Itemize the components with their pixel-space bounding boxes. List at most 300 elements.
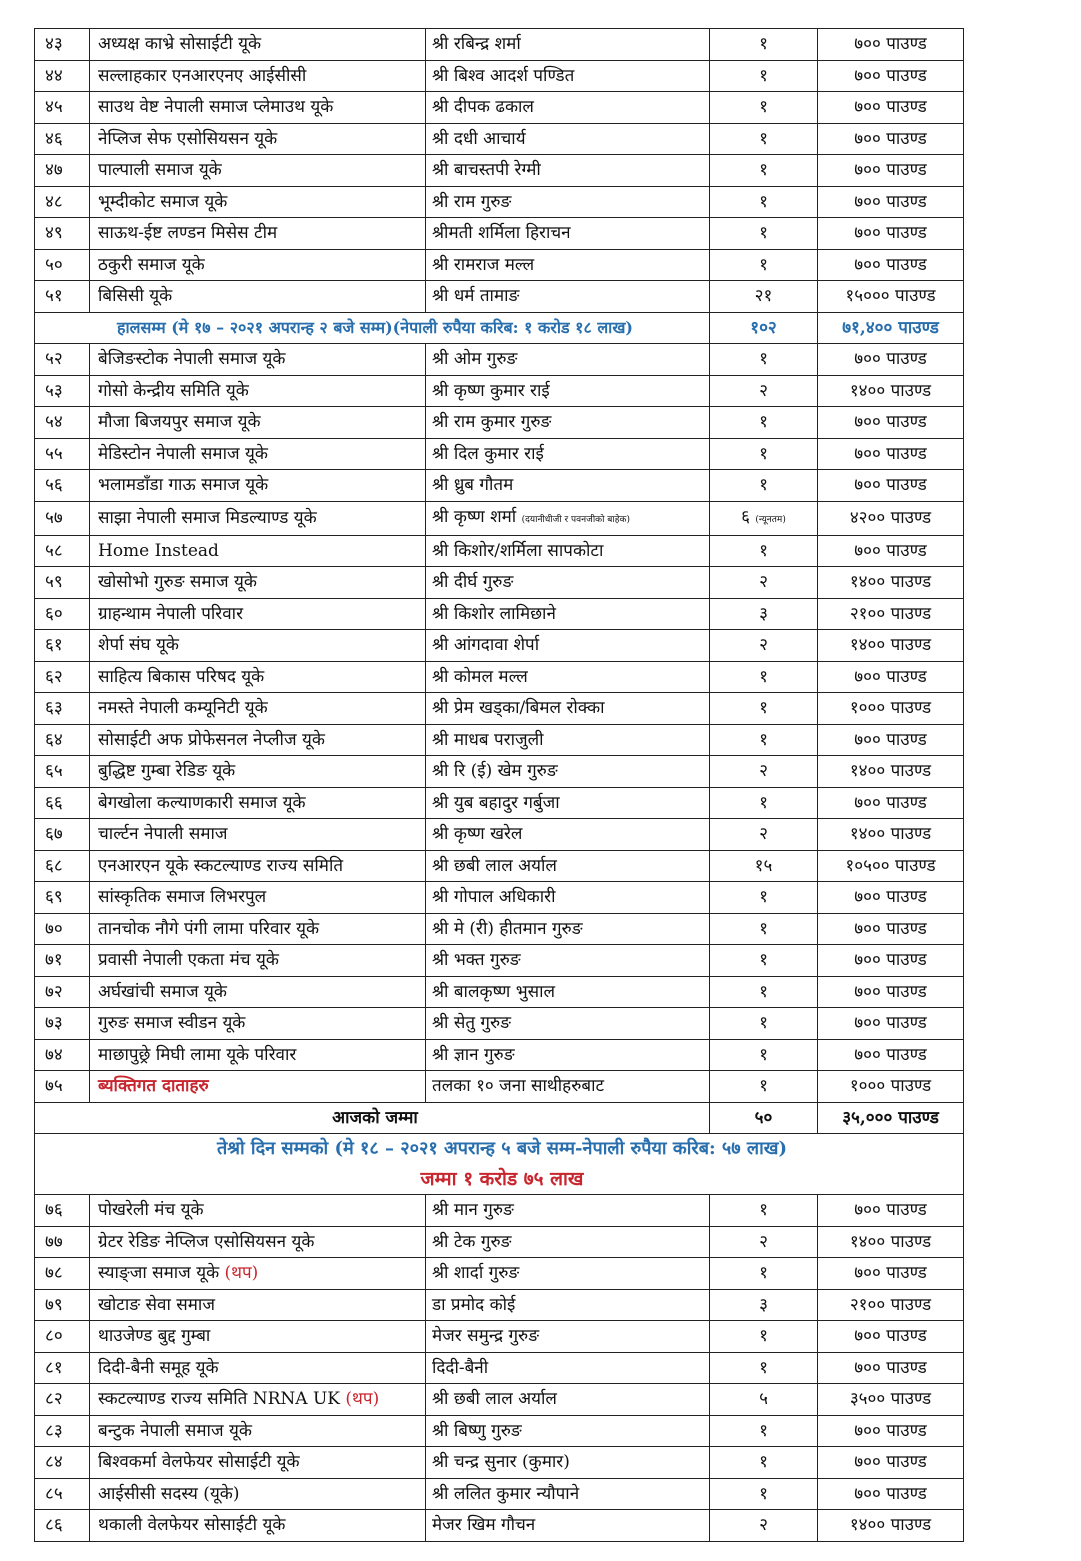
amount-cell: ७०० पाउण्ड [818,724,964,756]
contact-person-name: श्री आंगदावा शेर्पा [432,635,540,656]
organization-cell [90,598,426,630]
serial-number-cell: ५७ [35,501,90,535]
contact-person-name: श्रीमती शर्मिला हिराचन [432,223,571,244]
organization-name: बिश्वकर्मा वेलफेयर सोसाईटी यूके [98,1452,300,1473]
running-total-row [35,312,964,344]
contact-person-cell [426,60,710,92]
count-value: २ [759,1231,768,1252]
table-row [35,882,964,914]
count-value: १ [759,540,768,561]
table-row [35,60,964,92]
contact-person-cell [426,1039,710,1071]
serial-number-cell: ६१ [35,630,90,662]
organization-cell [90,1321,426,1353]
table-row [35,1289,964,1321]
amount-cell: ७०० पाउण्ड [818,1039,964,1071]
contact-person-name: दिदी-बैनी [432,1357,489,1378]
serial-number-cell: ४३ [35,29,90,61]
count-cell [710,249,818,281]
serial-number-cell: ५८ [35,535,90,567]
count-value: १ [759,666,768,687]
serial-number-cell: ४६ [35,123,90,155]
contact-person-cell [426,344,710,376]
table-row [35,501,964,535]
amount-cell: १४०० पाउण्ड [818,567,964,599]
running-total-amount: ७१,४०० पाउण्ड [818,312,964,344]
contact-person-name: श्री ओम गुरुङ [432,349,518,370]
contact-person-name: श्री ललित कुमार न्यौपाने [432,1483,580,1504]
table-row [35,249,964,281]
table-row [35,756,964,788]
amount-cell: ७०० पाउण्ड [818,661,964,693]
amount-cell: ७०० पाउण्ड [818,1321,964,1353]
serial-number-cell: ८६ [35,1510,90,1542]
table-row [35,1352,964,1384]
amount-cell: ७०० पाउण्ड [818,123,964,155]
contact-person-cell [426,787,710,819]
today-total-row [35,1102,964,1134]
count-value: १ [759,1452,768,1473]
table-row [35,567,964,599]
organization-cell [90,92,426,124]
count-cell [710,1071,818,1103]
organization-name: पोखरेली मंच यूके [98,1200,204,1221]
amount-cell: १४०० पाउण्ड [818,819,964,851]
organization-name: ग्रेटर रेडिङ नेप्लिज एसोसियसन यूके [98,1231,315,1252]
count-value: १ [759,254,768,275]
organization-cell [90,630,426,662]
contact-person-name: श्री किशोर/शर्मिला सापकोटा [432,540,604,561]
count-value: २ [759,1515,768,1536]
contact-person-cell [426,1478,710,1510]
contact-person-cell [426,913,710,945]
count-cell [710,535,818,567]
organization-name: बिसिसी यूके [98,286,173,307]
organization-name: साऊथ-ईष्ट लण्डन मिसेस टीम [98,223,278,244]
contact-person-name: श्री दीर्घ गुरुङ [432,572,514,593]
amount-cell: ७०० पाउण्ड [818,60,964,92]
serial-number-cell: ८२ [35,1384,90,1416]
organization-cell [90,501,426,535]
serial-number-cell: ५५ [35,438,90,470]
table-row [35,281,964,313]
count-cell [710,407,818,439]
organization-cell [90,281,426,313]
serial-number-cell: ८० [35,1321,90,1353]
count-cell [710,60,818,92]
contact-person-name: श्री राम कुमार गुरुङ [432,412,552,433]
organization-name: थाउजेण्ड बुद्द गुम्बा [98,1326,211,1347]
amount-cell: ७०० पाउण्ड [818,155,964,187]
count-cell [710,1226,818,1258]
serial-number-cell: ७४ [35,1039,90,1071]
table-row [35,1195,964,1227]
table-row [35,1321,964,1353]
count-value: १ [759,97,768,118]
contact-person-name: श्री शार्दा गुरुङ [432,1263,520,1284]
count-cell [710,850,818,882]
organization-cell [90,1289,426,1321]
count-value: १ [759,792,768,813]
serial-number-cell: ५६ [35,470,90,502]
contact-person-name: श्री छबी लाल अर्याल [432,1389,557,1410]
contact-person-cell [426,693,710,725]
table-row [35,1478,964,1510]
serial-number-cell: ४४ [35,60,90,92]
amount-cell: ७०० पाउण्ड [818,186,964,218]
serial-number-cell: ८३ [35,1415,90,1447]
amount-cell: १४०० पाउण्ड [818,630,964,662]
count-cell [710,501,818,535]
organization-name: आईसीसी सदस्य (यूके) [98,1483,240,1504]
count-cell [710,630,818,662]
amount-cell: ७०० पाउण्ड [818,1447,964,1479]
count-cell [710,1384,818,1416]
count-cell [710,155,818,187]
today-total-amount: ३५,००० पाउण्ड [818,1102,964,1134]
donation-table [34,28,964,1542]
contact-person-name: श्री कृष्ण कुमार राई [432,380,550,401]
contact-person-name: श्री दिल कुमार राई [432,443,544,464]
count-cell [710,344,818,376]
organization-name: चार्ल्टन नेपाली समाज [98,824,228,845]
serial-number-cell: ४७ [35,155,90,187]
count-value: १ [759,1076,768,1097]
contact-person-name: श्री दधी आचार्य [432,128,526,149]
serial-number-cell: ६२ [35,661,90,693]
count-cell [710,1321,818,1353]
contact-person-name: श्री ध्रुब गौतम [432,475,514,496]
organization-cell [90,945,426,977]
serial-number-cell: ७७ [35,1226,90,1258]
count-value: १ [759,950,768,971]
contact-person-cell [426,375,710,407]
contact-person-name: श्री माधब पराजुली [432,729,544,750]
organization-cell [90,661,426,693]
amount-cell: ३५०० पाउण्ड [818,1384,964,1416]
serial-number-cell: ५२ [35,344,90,376]
organization-name: सल्लाहकार एनआरएनए आईसीसी [98,65,307,86]
serial-number-cell: ८४ [35,1447,90,1479]
count-value: १ [759,981,768,1002]
serial-number-cell: ४८ [35,186,90,218]
serial-number-cell: ५१ [35,281,90,313]
organization-cell [90,1415,426,1447]
organization-cell [90,819,426,851]
contact-person-cell [426,850,710,882]
serial-number-cell: ६९ [35,882,90,914]
serial-number-cell: ६४ [35,724,90,756]
table-row [35,1447,964,1479]
amount-cell: ७०० पाउण्ड [818,249,964,281]
amount-cell: ७०० पाउण्ड [818,344,964,376]
serial-number-cell: ६६ [35,787,90,819]
table-row [35,375,964,407]
contact-person-cell [426,407,710,439]
count-value: ५ [759,1389,768,1410]
count-value: १ [759,191,768,212]
count-cell [710,1289,818,1321]
organization-cell [90,60,426,92]
count-cell [710,693,818,725]
amount-cell: ७०० पाउण्ड [818,787,964,819]
table-row [35,787,964,819]
organization-cell [90,882,426,914]
organization-tag: (थप) [345,1389,380,1410]
contact-person-name: श्री बालकृष्ण भुसाल [432,981,556,1002]
organization-name: स्याङ्जा समाज यूके [98,1263,220,1284]
amount-cell: ७०० पाउण्ड [818,407,964,439]
contact-person-name: श्री भक्त गुरुङ [432,950,521,971]
table-row [35,913,964,945]
count-cell [710,123,818,155]
organization-name: बुद्धिष्ट गुम्बा रेडिङ यूके [98,761,236,782]
contact-person-cell [426,945,710,977]
contact-person-name: मेजर समुन्द्र गुरुङ [432,1326,540,1347]
amount-cell: १५००० पाउण्ड [818,281,964,313]
count-cell [710,567,818,599]
contact-person-cell [426,1352,710,1384]
contact-person-name: श्री कृष्ण शर्मा [432,506,517,527]
count-cell [710,1478,818,1510]
table-row [35,1039,964,1071]
count-value: १ [759,1420,768,1441]
amount-cell: ४२०० पाउण्ड [818,501,964,535]
organization-cell [90,756,426,788]
organization-name: थकाली वेलफेयर सोसाईटी यूके [98,1515,286,1536]
today-total-label: आजको जम्मा [35,1102,710,1134]
count-value: १ [759,160,768,181]
count-value: २ [759,635,768,656]
count-cell [710,976,818,1008]
count-cell [710,882,818,914]
running-total-count: १०२ [710,312,818,344]
count-value: ३ [759,603,768,624]
count-cell [710,598,818,630]
contact-person-name: श्री किशोर लामिछाने [432,603,556,624]
contact-person-cell [426,29,710,61]
count-note: (न्यूनतम) [755,514,786,525]
count-cell [710,186,818,218]
organization-cell [90,1195,426,1227]
contact-person-name: श्री चन्द्र सुनार (कुमार) [432,1452,570,1473]
organization-name: मौजा बिजयपुर समाज यूके [98,412,261,433]
contact-person-name: श्री गोपाल अधिकारी [432,887,556,908]
table-row [35,407,964,439]
organization-name: ग्राहन्थाम नेपाली परिवार [98,603,244,624]
count-cell [710,819,818,851]
contact-person-cell [426,1226,710,1258]
contact-person-cell [426,724,710,756]
contact-person-cell [426,630,710,662]
count-value: १५ [754,855,773,876]
serial-number-cell: ७९ [35,1289,90,1321]
contact-person-name: श्री रबिन्द्र शर्मा [432,34,521,55]
amount-cell: १४०० पाउण्ड [818,1510,964,1542]
contact-person-cell [426,281,710,313]
organization-cell [90,344,426,376]
contact-person-name: श्री धर्म तामाङ [432,286,520,307]
table-row [35,1415,964,1447]
organization-cell [90,155,426,187]
amount-cell: ७०० पाउण्ड [818,882,964,914]
table-row [35,29,964,61]
amount-cell: ७०० पाउण्ड [818,976,964,1008]
organization-name: गुरुङ समाज स्वीडन यूके [98,1013,246,1034]
count-value: १ [759,349,768,370]
amount-cell: ७०० पाउण्ड [818,1478,964,1510]
count-value: २ [759,572,768,593]
count-value: ६ [741,506,751,527]
count-cell [710,787,818,819]
contact-person-cell [426,155,710,187]
count-value: १ [759,729,768,750]
count-value: १ [759,223,768,244]
contact-person-cell [426,218,710,250]
organization-name: दिदी-बैनी समूह यूके [98,1357,219,1378]
table-row [35,819,964,851]
table-row [35,1008,964,1040]
organization-name: भलामडाँडा गाऊ समाज यूके [98,475,269,496]
organization-cell [90,535,426,567]
amount-cell: २१०० पाउण्ड [818,598,964,630]
table-row [35,1226,964,1258]
organization-name: अर्घखांची समाज यूके [98,981,227,1002]
organization-cell [90,218,426,250]
organization-cell [90,1447,426,1479]
organization-cell [90,913,426,945]
count-value: २ [759,761,768,782]
contact-person-cell [426,976,710,1008]
amount-cell: १००० पाउण्ड [818,693,964,725]
count-cell [710,661,818,693]
amount-cell: १०५०० पाउण्ड [818,850,964,882]
count-cell [710,281,818,313]
contact-person-name: श्री कोमल मल्ल [432,666,528,687]
organization-name: पाल्पाली समाज यूके [98,160,222,181]
serial-number-cell: ५४ [35,407,90,439]
contact-person-name: श्री कृष्ण खरेल [432,824,523,845]
today-total-count: ५० [710,1102,818,1134]
organization-cell [90,1384,426,1416]
table-row [35,693,964,725]
organization-name: सांस्कृतिक समाज लिभरपुल [98,887,267,908]
contact-person-cell [426,1258,710,1290]
amount-cell: ७०० पाउण्ड [818,29,964,61]
contact-person-name: श्री ज्ञान गुरुङ [432,1044,515,1065]
organization-cell [90,1478,426,1510]
organization-cell [90,724,426,756]
organization-cell [90,1258,426,1290]
contact-person-cell [426,567,710,599]
organization-cell [90,1226,426,1258]
contact-person-cell [426,470,710,502]
serial-number-cell: ६७ [35,819,90,851]
organization-tag: (थप) [224,1263,259,1284]
contact-person-cell [426,1321,710,1353]
table-row [35,850,964,882]
organization-name: भूम्दीकोट समाज यूके [98,191,228,212]
organization-name: साउथ वेष्ट नेपाली समाज प्लेमाउथ यूके [98,97,334,118]
amount-cell: ७०० पाउण्ड [818,470,964,502]
organization-name: मेडिस्टोन नेपाली समाज यूके [98,443,268,464]
table-row [35,1258,964,1290]
organization-name: ठकुरी समाज यूके [98,254,205,275]
count-value: १ [759,412,768,433]
table-row [35,976,964,1008]
count-cell [710,945,818,977]
contact-person-name: श्री प्रेम खड्का/बिमल रोक्का [432,698,605,719]
count-cell [710,1195,818,1227]
organization-cell [90,375,426,407]
count-value: २ [759,824,768,845]
count-cell [710,29,818,61]
contact-person-name: श्री बिश्व आदर्श पण्डित [432,65,575,86]
count-value: १ [759,698,768,719]
table-row [35,438,964,470]
organization-name: सोसाईटी अफ प्रोफेसनल नेप्लीज यूके [98,729,325,750]
table-row [35,945,964,977]
contact-person-name: श्री मे (री) हीतमान गुरुङ [432,918,583,939]
count-value: १ [759,887,768,908]
count-value: १ [759,1483,768,1504]
serial-number-cell: ७८ [35,1258,90,1290]
contact-person-cell [426,1384,710,1416]
count-value: १ [759,1326,768,1347]
amount-cell: ७०० पाउण्ड [818,218,964,250]
organization-name: नमस्ते नेपाली कम्यूनिटी यूके [98,698,268,719]
amount-cell: ७०० पाउण्ड [818,1008,964,1040]
serial-number-cell: ६५ [35,756,90,788]
serial-number-cell: ६८ [35,850,90,882]
count-value: १ [759,128,768,149]
table-row [35,724,964,756]
count-cell [710,1039,818,1071]
contact-person-cell [426,598,710,630]
contact-person-name: तलका १० जना साथीहरुबाट [432,1076,605,1097]
contact-person-cell [426,535,710,567]
organization-name: माछापुछ्रे मिघी लामा यूके परिवार [98,1044,297,1065]
organization-cell [90,693,426,725]
count-cell [710,913,818,945]
contact-person-name: श्री राम गुरुङ [432,191,512,212]
organization-cell [90,123,426,155]
serial-number-cell: ८५ [35,1478,90,1510]
count-value: २ [759,380,768,401]
table-row [35,1384,964,1416]
count-value: १ [759,65,768,86]
amount-cell: १००० पाउण्ड [818,1071,964,1103]
contact-person-cell [426,249,710,281]
count-value: १ [759,918,768,939]
organization-cell [90,1071,426,1103]
serial-number-cell: ४९ [35,218,90,250]
serial-number-cell: ५९ [35,567,90,599]
banner-heading: तेश्रो दिन सम्मको (मे १८ – २०२१ अपरान्ह ५ बजे सम्म-नेपाली रुपैया करिब: ५७ लाख) [217,1138,787,1159]
organization-name: खोटाङ सेवा समाज [98,1294,215,1315]
organization-name: नेप्लिज सेफ एसोसियसन यूके [98,128,278,149]
contact-person-name: श्री टेक गुरुङ [432,1231,512,1252]
organization-name: शेर्पा संघ यूके [98,635,179,656]
count-value: ३ [759,1294,768,1315]
day-three-banner-row [35,1134,964,1195]
contact-person-name: श्री रामराज मल्ल [432,254,535,275]
table-row [35,470,964,502]
count-cell [710,375,818,407]
contact-person-name: श्री बिष्णु गुरुङ [432,1420,522,1441]
count-cell [710,92,818,124]
contact-person-name: डा प्रमोद कोई [432,1294,516,1315]
